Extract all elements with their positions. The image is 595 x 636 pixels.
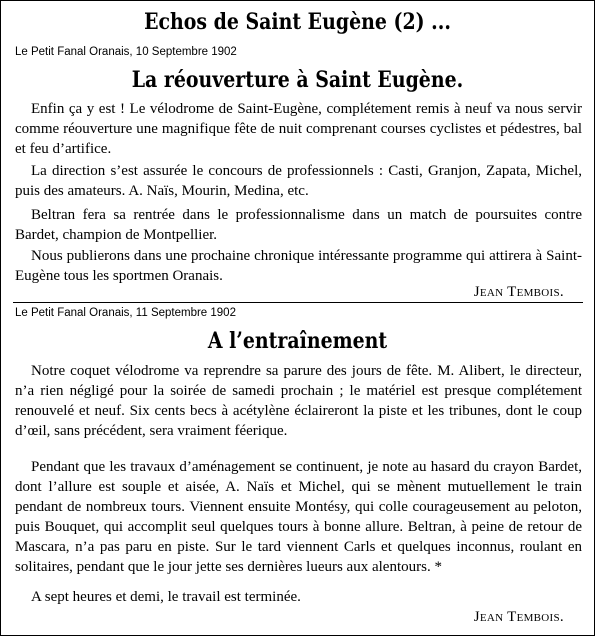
article-1-paragraph-1: Enfin ça y est ! Le vélodrome de Saint-Eugène, complétement remis à neuf va nous servir comme réouverture une magnifique fête de nuit comprenant courses cyclistes et pédestres, bal et feu d’artifice. xyxy=(15,101,582,157)
article-1-paragraph-3: Beltran fera sa rentrée dans le professionnalisme dans un match de poursuites contre Bardet, champion de Montpellier. xyxy=(15,207,582,243)
article-2-paragraph-3: A sept heures et demi, le travail est terminée. xyxy=(31,589,301,605)
article-2-source: Le Petit Fanal Oranais, 11 Septembre 1902 xyxy=(15,307,236,319)
article-1-paragraph-4: Nous publierons dans une prochaine chronique intéressante programme qui attirera à Saint-Eugène tous les sportmen Oranais. xyxy=(15,248,582,284)
page-title: Echos de Saint Eugène (2) ... xyxy=(144,9,451,35)
article-2-headline: A l’entraînement xyxy=(207,328,388,354)
article-1-source: Le Petit Fanal Oranais, 10 Septembre 1902 xyxy=(15,46,237,58)
article-2-signature: Jean Tembois. xyxy=(473,609,564,625)
article-1-headline: La réouverture à Saint Eugène. xyxy=(131,67,464,93)
article-2-paragraph-2: Pendant que les travaux d’aménagement se continuent, je note au hasard du crayon Bardet, dont l’allure est souple et aisée, A. Naïs et Michel, qui se mènent mutuellement le train pendant de nombreux tours. Viennent ensuite Montésy, qui colle courageusement au peloton, puis Bouquet, qui accomplit seul quelques tours à bonne allure. Beltran, à peine de retour de Mascara, n’a pas paru en piste. Sur le tard viennent Carls et quelques inconnus, roulant en solitaires, pendant que le jour jette ses dernières lueurs aux alentours. * xyxy=(15,459,582,575)
article-2-paragraph-1: Notre coquet vélodrome va reprendre sa parure des jours de fête. M. Alibert, le directeur, n’a rien négligé pour la soirée de samedi prochain ; le matériel est presque complétement renouvelé et neuf. Six cents becs à acétylène éclaireront la piste et les tribunes, dont le coup d’œil, sans précédent, sera vraiment féerique. xyxy=(15,363,582,439)
article-1-paragraph-2: La direction s’est assurée le concours de professionnels : Casti, Granjon, Zapata, Michel, puis des amateurs. A. Naïs, Mourin, Medina, etc. xyxy=(15,163,582,199)
article-1-signature: Jean Tembois. xyxy=(473,284,564,300)
article-divider xyxy=(13,302,583,303)
